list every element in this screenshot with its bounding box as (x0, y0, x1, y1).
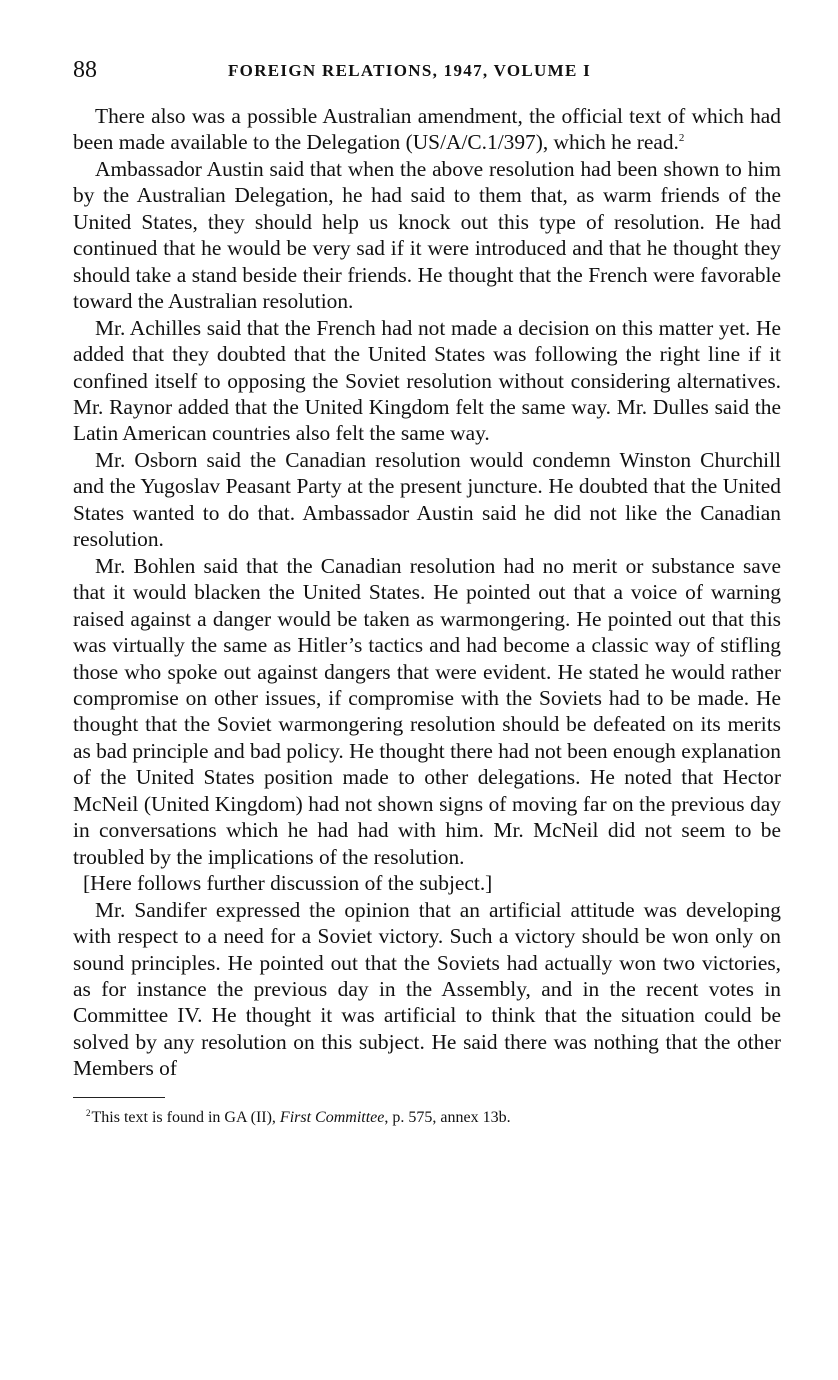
body-text (73, 103, 781, 1082)
footnote-text-before: This text is found in GA (II), (91, 1109, 280, 1127)
header-title: FOREIGN RELATIONS, 1947, VOLUME I (228, 61, 592, 80)
page-number: 88 (73, 57, 97, 83)
footnote-reference: 2 (678, 132, 685, 145)
footnote-text-after: , p. 575, annex 13b. (384, 1109, 511, 1127)
footnote-marker: 2 (86, 1108, 91, 1119)
paragraph-text: There also was a possible Australian amendment, the official text of which had been made available to the Delegation (US/A/C.1/397), which he read. (73, 104, 781, 155)
paragraph-osborn: Mr. Osborn said the Canadian resolution would condemn Winston Churchill and the Yugoslav Peasant Party at the present juncture. He doubted that the United States wanted to do that. Ambassador Austin said he did not like the Canadian resolution. (73, 447, 781, 552)
paragraph-austin: Ambassador Austin said that when the above resolution had been shown to him by the Australian Delegation, he had said to them that, as warm friends of the United States, they should help us knock out this type of resolution. He had continued that he would be very sad if it were introduced and that he thought they should take a stand beside their friends. He thought that the French were favorable toward the Australian resolution. (73, 156, 781, 314)
footnote-divider (73, 1097, 165, 1099)
running-head (73, 57, 781, 87)
paragraph-sandifer: Mr. Sandifer expressed the opinion that an artificial attitude was developing with respect to a need for a Soviet victory. Such a victory should be won only on sound principles. He pointed out that the Soviets had actually won two victories, as for instance the previous day in the Assembly, and in the recent votes in Committee IV. He thought it was artificial to think that the situation could be solved by any resolution on this subject. He said there was nothing that the other Members of (73, 897, 781, 1081)
paragraph-achilles: Mr. Achilles said that the French had not made a decision on this matter yet. He added that they doubted that the United States was following the right line if it confined itself to opposing the Soviet resolution without considering alternatives. Mr. Raynor added that the United Kingdom felt the same way. Mr. Dulles said the Latin American countries also felt the same way. (73, 315, 781, 446)
footnote (86, 1108, 781, 1128)
paragraph-bohlen: Mr. Bohlen said that the Canadian resolution had no merit or substance save that it would blacken the United States. He pointed out that a voice of warning raised against a danger would be taken as warmongering. He pointed out that this was virtually the same as Hitler’s tactics and had become a classic way of stifling those who spoke out against dangers that were evident. He stated he would rather compromise on other issues, if compromise with the Soviets had to be made. He thought that the Soviet warmongering resolution should be defeated on its merits as bad principle and bad policy. He thought there had not been enough explanation of the United States position made to other delegations. He noted that Hector McNeil (United Kingdom) had not shown signs of moving far on the previous day in conversations which he had had with him. Mr. McNeil did not seem to be troubled by the implications of the resolution. (73, 553, 781, 869)
editorial-note: [Here follows further discussion of the subject.] (83, 871, 493, 896)
document-page (73, 57, 781, 1128)
paragraph-australian-amendment (73, 103, 781, 156)
footnote-italic-title: First Committee (279, 1109, 385, 1127)
